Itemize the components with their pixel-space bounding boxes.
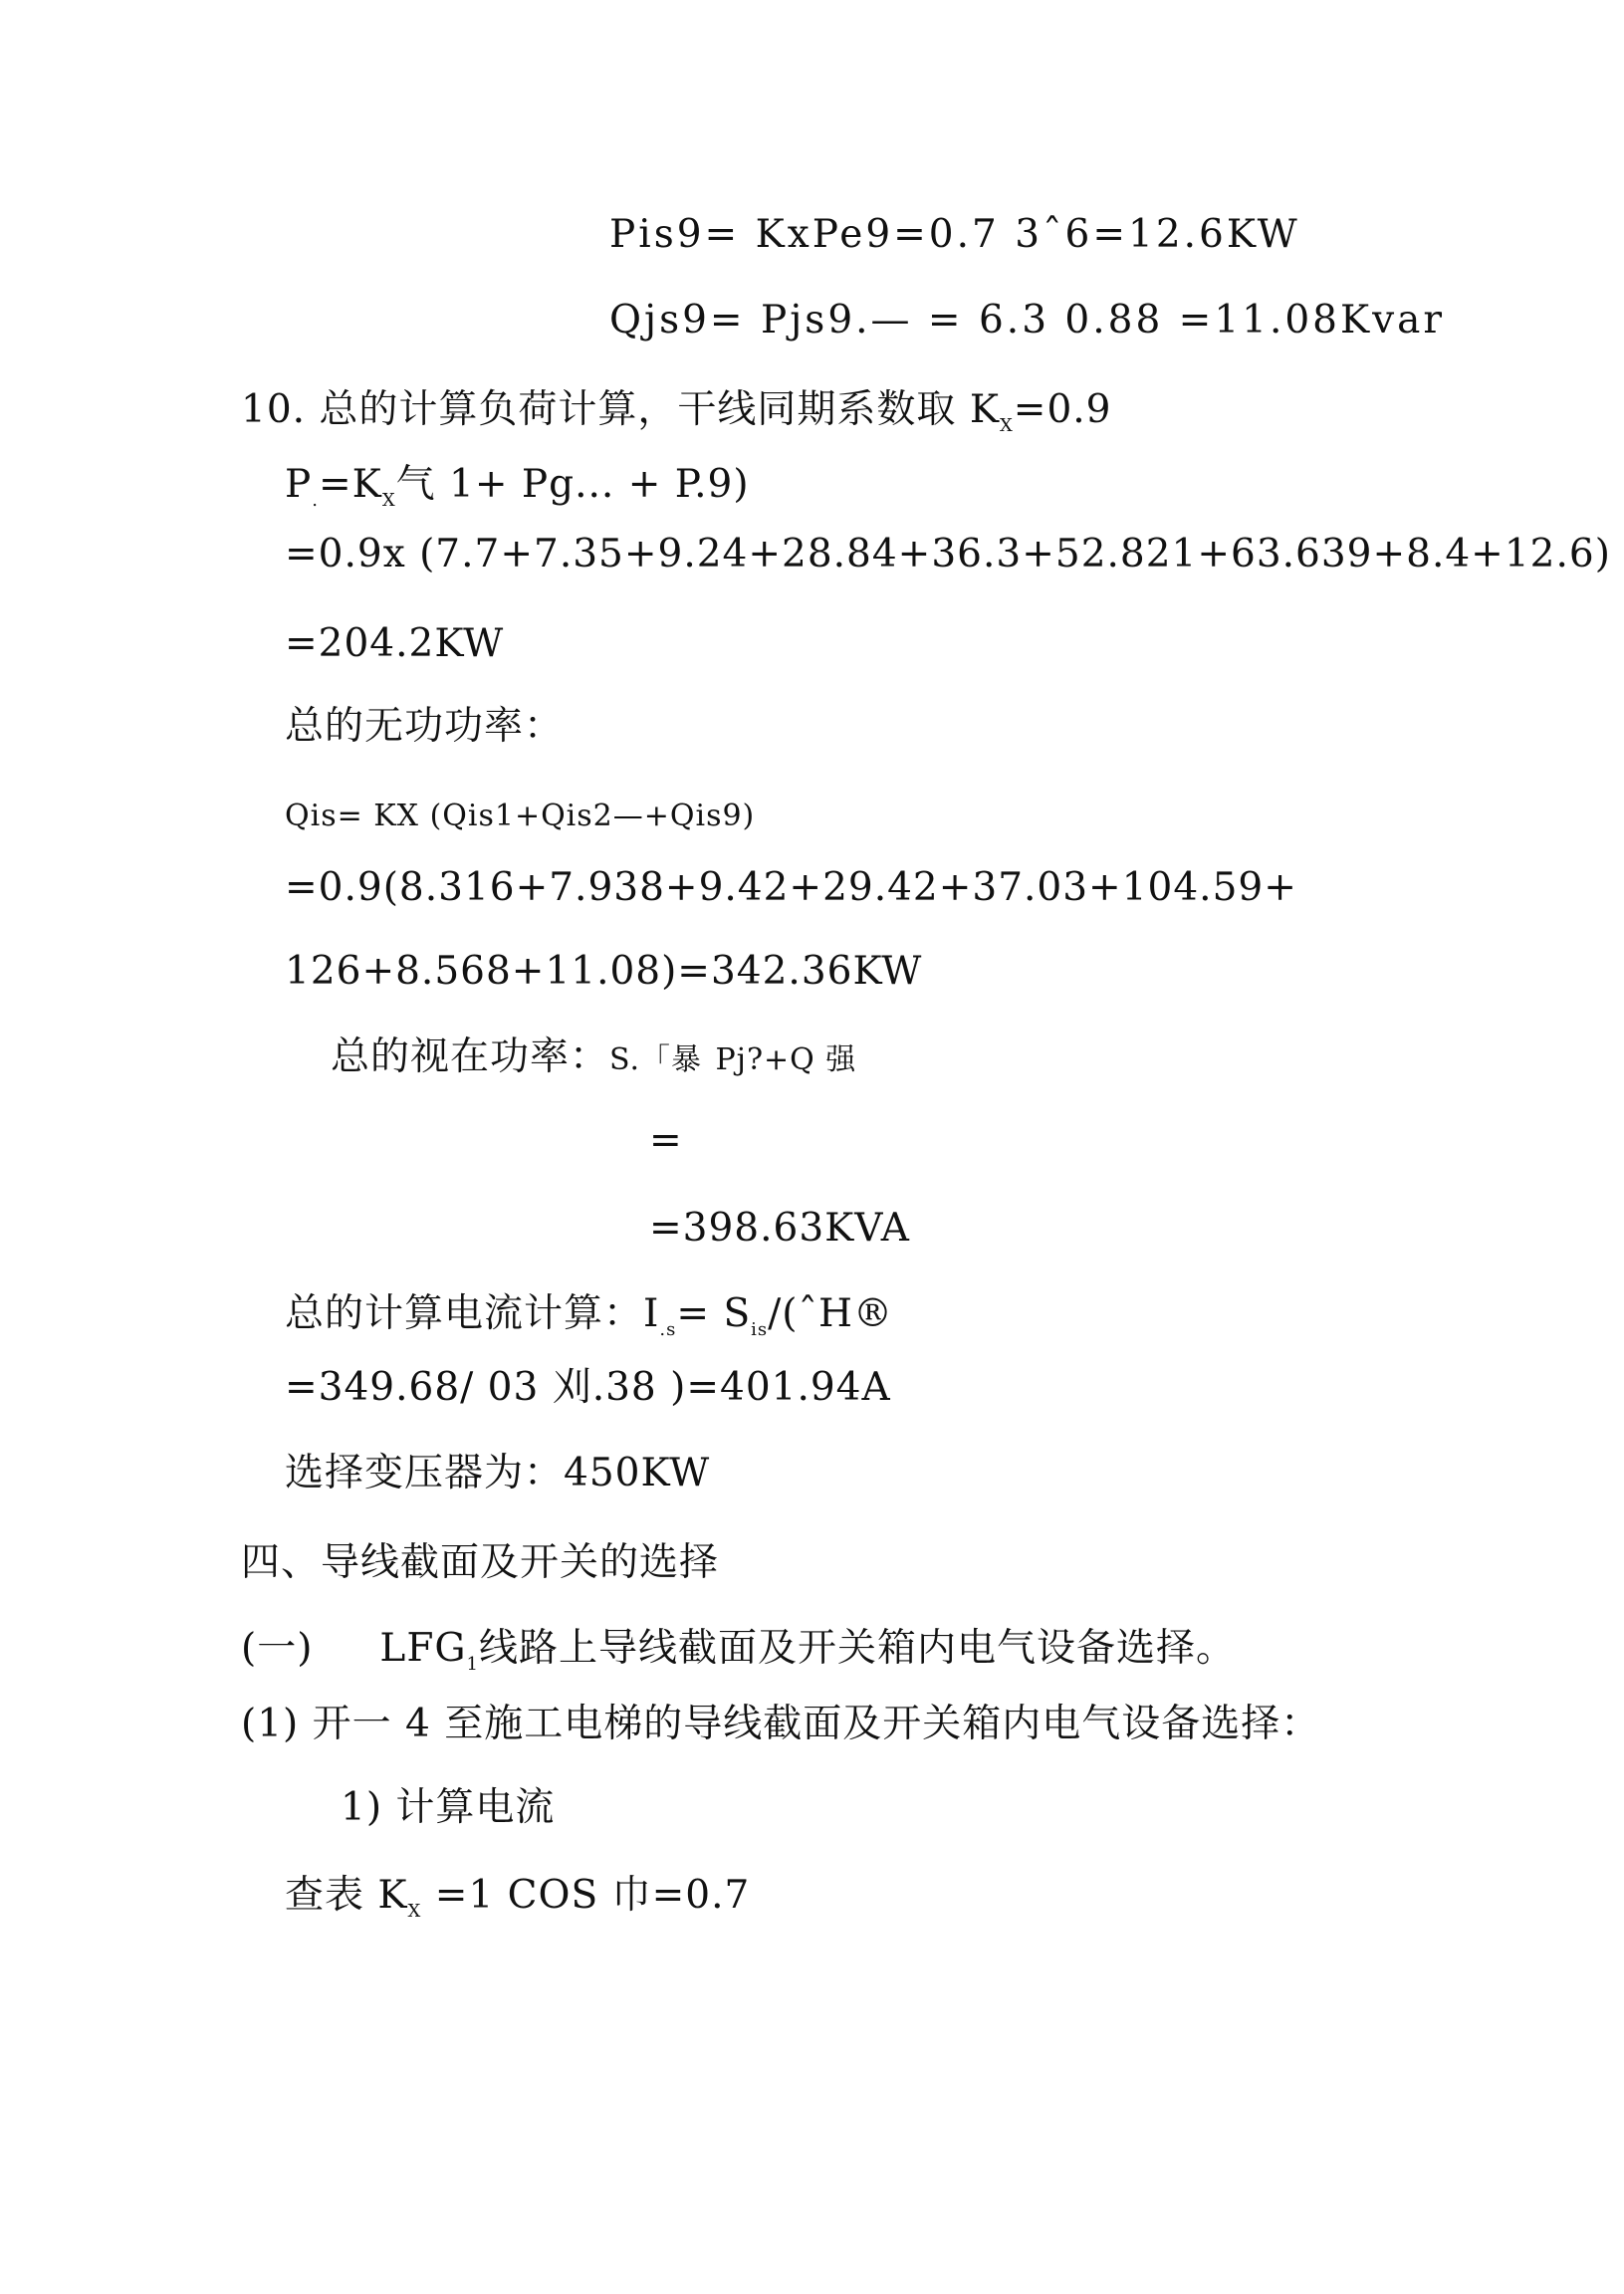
formula-line-current-result: =349.68/ 03 刈.38 )=401.94A: [285, 1365, 891, 1410]
formula-line-q-sum: =0.9(8.316+7.938+9.42+29.42+37.03+104.59+: [285, 865, 1297, 910]
label-reactive-power: 总的无功功率：: [285, 704, 565, 749]
formula-line-p-result: =204.2KW: [285, 621, 505, 666]
formula-line-q-total: Qis= KX (Qis1+Qis2—+Qis9): [285, 799, 756, 833]
formula-line-equals: =: [649, 1118, 683, 1163]
text-lookup-table: 查表 $K_X =1$ COS 巾=0.7: [285, 1873, 751, 1922]
formula-line-p-total: $P_.=K_X$气 1+ Pg... + P.9): [285, 462, 750, 511]
formula-line-q-result: 126+8.568+11.08)=342.36KW: [285, 949, 923, 994]
formula-line-p-sum: =0.9x (7.7+7.35+9.24+28.84+36.3+52.821+63.639+8.4+12.6): [285, 532, 1611, 576]
subsection-heading-1: (一) $LFG_1$线路上导线截面及开关箱内电气设备选择。: [241, 1626, 1236, 1675]
formula-line-current: 总的计算电流计算：$I_{.s}=$ $S_{is}/(ˆH®$: [285, 1291, 894, 1340]
formula-line-s-result: =398.63KVA: [649, 1206, 910, 1251]
step-calc-current: 1) 计算电流: [341, 1785, 556, 1830]
formula-line-qjs9: Qjs9= Pjs9.— = 6.3 0.88 =11.08Kvar: [609, 298, 1446, 343]
text-transformer-choice: 选择变压器为：450KW: [285, 1451, 711, 1495]
formula-line-pis9: Pis9= KxPe9=0.7 3ˆ6=12.6KW: [609, 212, 1300, 257]
section-heading-4: 四、导线截面及开关的选择: [241, 1540, 720, 1585]
formula-line-apparent-power: 总的视在功率：S.「暴 Pj?+Q 强: [331, 1034, 857, 1079]
heading-total-load: 10. 总的计算负荷计算，干线同期系数取 $K_X=0.9$: [241, 387, 1112, 436]
item-heading-1: (1) 开一 4 至施工电梯的导线截面及开关箱内电气设备选择：: [241, 1702, 1321, 1746]
